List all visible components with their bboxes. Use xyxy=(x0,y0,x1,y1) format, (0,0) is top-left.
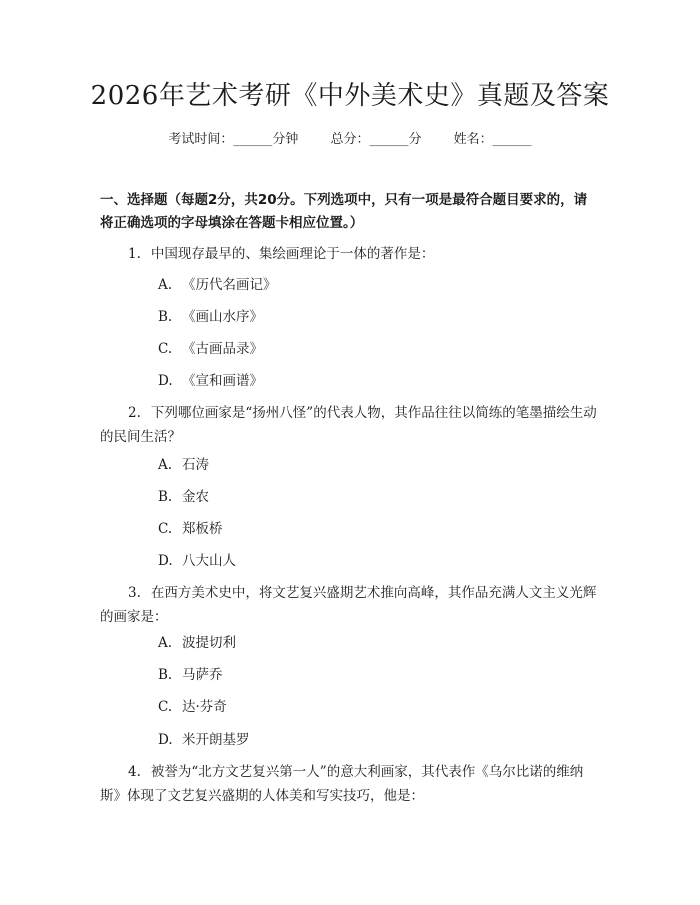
question-text: 被誉为“北方文艺复兴第一人”的意大利画家，其代表作《乌尔比诺的维纳斯》体现了文艺复兴盛期的人体美和写实技巧，他是： xyxy=(100,764,584,804)
question-1 xyxy=(100,242,600,266)
page-title: 2026年艺术考研《中外美术史》真题及答案 xyxy=(90,81,610,111)
option-text: 《历代名画记》 xyxy=(182,277,277,293)
option-1c[interactable] xyxy=(158,339,263,359)
option-1d[interactable] xyxy=(158,371,263,391)
option-2c[interactable] xyxy=(158,519,223,539)
option-2b[interactable] xyxy=(158,487,209,507)
question-text: 下列哪位画家是“扬州八怪”的代表人物，其作品往往以简练的笔墨描绘生动的民间生活？ xyxy=(100,405,597,445)
option-2d[interactable] xyxy=(158,551,236,571)
question-2 xyxy=(100,401,600,449)
exam-meta xyxy=(0,130,700,150)
option-text: 八大山人 xyxy=(182,553,236,569)
option-1b[interactable] xyxy=(158,307,263,327)
option-text: 《古画品录》 xyxy=(182,341,263,357)
option-letter: D. xyxy=(158,373,173,389)
question-text: 中国现存最早的、集绘画理论于一体的著作是： xyxy=(150,246,435,262)
name-field: 姓名：______ xyxy=(453,132,532,147)
question-4 xyxy=(100,760,600,808)
option-letter: B. xyxy=(158,667,173,683)
question-number: 2. xyxy=(128,405,141,421)
option-3b[interactable] xyxy=(158,665,223,685)
option-letter: C. xyxy=(158,699,173,715)
option-2a[interactable] xyxy=(158,455,209,475)
option-text: 郑板桥 xyxy=(182,521,223,537)
option-3c[interactable] xyxy=(158,697,227,717)
option-text: 马萨乔 xyxy=(182,667,223,683)
question-text: 在西方美术史中，将文艺复兴盛期艺术推向高峰，其作品充满人文主义光辉的画家是： xyxy=(100,585,597,625)
option-3d[interactable] xyxy=(158,730,250,750)
option-letter: B. xyxy=(158,489,173,505)
total-score-field: 总分：______分 xyxy=(330,132,422,147)
option-1a[interactable] xyxy=(158,275,277,295)
question-number: 4. xyxy=(128,764,141,780)
option-3a[interactable] xyxy=(158,633,236,653)
question-number: 1. xyxy=(128,246,141,262)
option-letter: A. xyxy=(158,457,173,473)
option-letter: C. xyxy=(158,521,173,537)
option-letter: C. xyxy=(158,341,173,357)
option-text: 达·芬奇 xyxy=(182,699,227,715)
option-letter: D. xyxy=(158,732,173,748)
exam-time-field: 考试时间：______分钟 xyxy=(168,132,299,147)
option-text: 金农 xyxy=(182,489,209,505)
section-heading: 一、选择题（每题2分，共20分。下列选项中，只有一项是最符合题目要求的，请将正确选项的字母填涂在答题卡相应位置。） xyxy=(100,192,588,231)
option-letter: A. xyxy=(158,635,173,651)
option-text: 波提切利 xyxy=(182,635,236,651)
option-text: 《宣和画谱》 xyxy=(182,373,263,389)
option-letter: A. xyxy=(158,277,173,293)
option-letter: D. xyxy=(158,553,173,569)
option-text: 石涛 xyxy=(182,457,209,473)
question-3 xyxy=(100,581,600,629)
question-number: 3. xyxy=(128,585,141,601)
option-letter: B. xyxy=(158,309,173,325)
option-text: 《画山水序》 xyxy=(182,309,263,325)
option-text: 米开朗基罗 xyxy=(182,732,250,748)
